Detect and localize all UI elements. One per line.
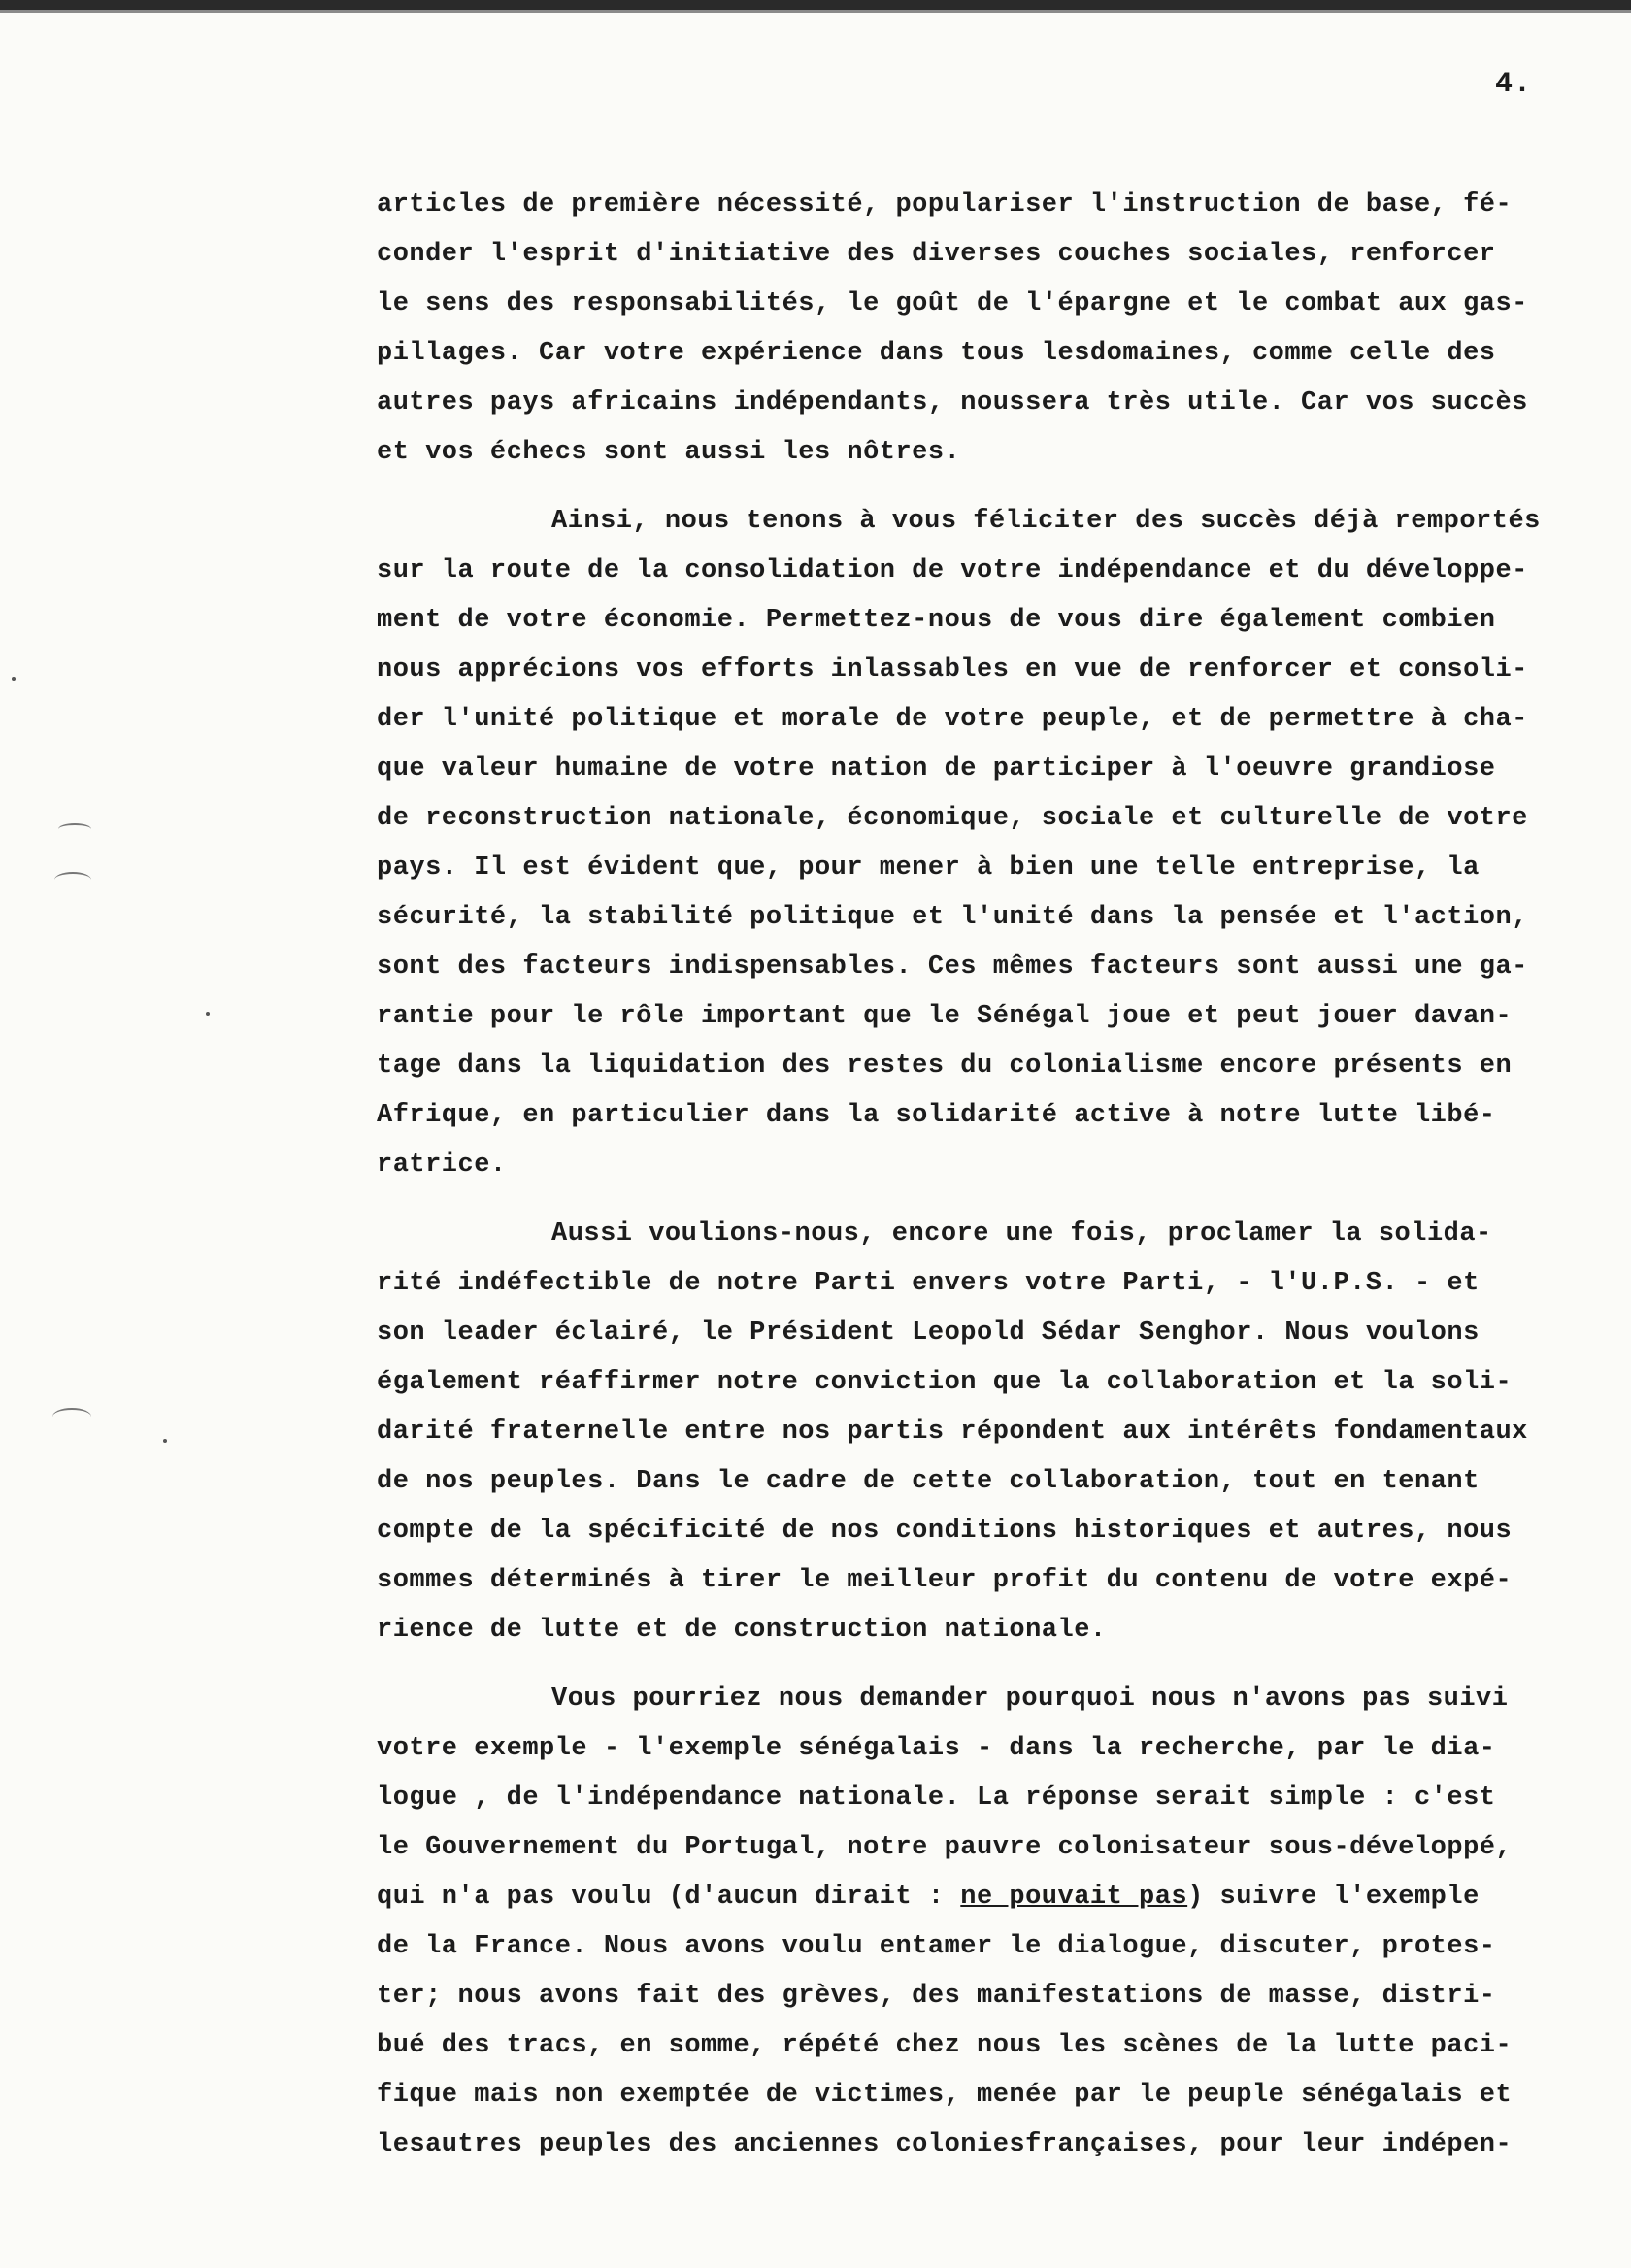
margin-speck xyxy=(12,677,16,681)
page-top-edge-rule xyxy=(0,0,1631,10)
text-line: que valeur humaine de votre nation de participer à l'oeuvre grandiose xyxy=(377,754,1496,784)
text-line: bué des tracs, en somme, répété chez nous les scènes de la lutte paci- xyxy=(377,2031,1513,2060)
text-line: conder l'esprit d'initiative des diverses couches sociales, renforcer xyxy=(377,240,1496,269)
text-line: le Gouvernement du Portugal, notre pauvre colonisateur sous-développé, xyxy=(377,1833,1513,1862)
text-line: logue , de l'indépendance nationale. La réponse serait simple : c'est xyxy=(377,1784,1496,1813)
text-line: ratrice. xyxy=(377,1151,507,1180)
text-line: der l'unité politique et morale de votre peuple, et de permettre à cha- xyxy=(377,705,1528,734)
text-line: Vous pourriez nous demander pourquoi nous n'avons pas suivi xyxy=(551,1684,1509,1714)
text-fragment: qui n'a pas voulu (d'aucun dirait : xyxy=(377,1883,961,1912)
text-line: Ainsi, nous tenons à vous féliciter des succès déjà remportés xyxy=(551,507,1541,536)
text-line: nous apprécions vos efforts inlassables en vue de renforcer et consoli- xyxy=(377,655,1528,684)
text-line: articles de première nécessité, populariser l'instruction de base, fé- xyxy=(377,190,1513,219)
text-fragment: ) suivre l'exemple xyxy=(1187,1883,1480,1912)
text-line: tage dans la liquidation des restes du colonialisme encore présents en xyxy=(377,1051,1513,1081)
text-line: de la France. Nous avons voulu entamer le dialogue, discuter, protes- xyxy=(377,1932,1496,1961)
paragraph-1 xyxy=(377,181,1600,478)
margin-speck xyxy=(206,1012,210,1016)
text-line: sommes déterminés à tirer le meilleur profit du contenu de votre expé- xyxy=(377,1566,1513,1595)
text-line: et vos échecs sont aussi les nôtres. xyxy=(377,438,961,467)
text-line: darité fraternelle entre nos partis répondent aux intérêts fondamentaux xyxy=(377,1418,1528,1447)
text-line: rience de lutte et de construction nationale. xyxy=(377,1616,1107,1645)
text-line: Afrique, en particulier dans la solidarité active à notre lutte libé- xyxy=(377,1101,1496,1130)
text-line: compte de la spécificité de nos conditions historiques et autres, nous xyxy=(377,1517,1513,1546)
text-line-with-underline xyxy=(377,1873,1600,1922)
margin-mark xyxy=(54,872,91,887)
text-line: pillages. Car votre expérience dans tous lesdomaines, comme celle des xyxy=(377,339,1496,368)
text-line: son leader éclairé, le Président Leopold Sédar Senghor. Nous voulons xyxy=(377,1318,1480,1348)
text-line: sur la route de la consolidation de votre indépendance et du développe- xyxy=(377,556,1528,585)
text-line: Aussi voulions-nous, encore une fois, proclamer la solida- xyxy=(551,1219,1492,1249)
margin-mark xyxy=(58,823,91,835)
text-line: de reconstruction nationale, économique, sociale et culturelle de votre xyxy=(377,804,1528,833)
paragraph-2 xyxy=(377,497,1600,1190)
text-line: rité indéfectible de notre Parti envers votre Parti, - l'U.P.S. - et xyxy=(377,1269,1480,1298)
text-line: le sens des responsabilités, le goût de l'épargne et le combat aux gas- xyxy=(377,289,1528,318)
text-line: lesautres peuples des anciennes coloniesfrançaises, pour leur indépen- xyxy=(377,2130,1513,2159)
text-line: autres pays africains indépendants, noussera très utile. Car vos succès xyxy=(377,388,1528,417)
page-top-edge-shadow xyxy=(0,10,1631,13)
margin-mark xyxy=(52,1408,91,1425)
text-line: sécurité, la stabilité politique et l'unité dans la pensée et l'action, xyxy=(377,903,1528,932)
text-line: votre exemple - l'exemple sénégalais - dans la recherche, par le dia- xyxy=(377,1734,1496,1763)
text-line: ter; nous avons fait des grèves, des manifestations de masse, distri- xyxy=(377,1982,1496,2011)
text-line: de nos peuples. Dans le cadre de cette collaboration, tout en tenant xyxy=(377,1467,1480,1496)
paragraph-3 xyxy=(377,1210,1600,1655)
text-line: rantie pour le rôle important que le Sénégal joue et peut jouer davan- xyxy=(377,1002,1513,1031)
margin-speck xyxy=(163,1439,167,1443)
underlined-phrase: ne pouvait pas xyxy=(960,1883,1188,1912)
text-line: sont des facteurs indispensables. Ces mêmes facteurs sont aussi une ga- xyxy=(377,952,1528,982)
text-line: ment de votre économie. Permettez-nous de vous dire également combien xyxy=(377,606,1496,635)
page-number: 4. xyxy=(1495,68,1533,101)
text-line: pays. Il est évident que, pour mener à bien une telle entreprise, la xyxy=(377,853,1480,883)
letter-body xyxy=(377,181,1600,2170)
text-line: fique mais non exemptée de victimes, menée par le peuple sénégalais et xyxy=(377,2081,1513,2110)
text-line: également réaffirmer notre conviction que la collaboration et la soli- xyxy=(377,1368,1513,1397)
paragraph-4 xyxy=(377,1675,1600,2170)
